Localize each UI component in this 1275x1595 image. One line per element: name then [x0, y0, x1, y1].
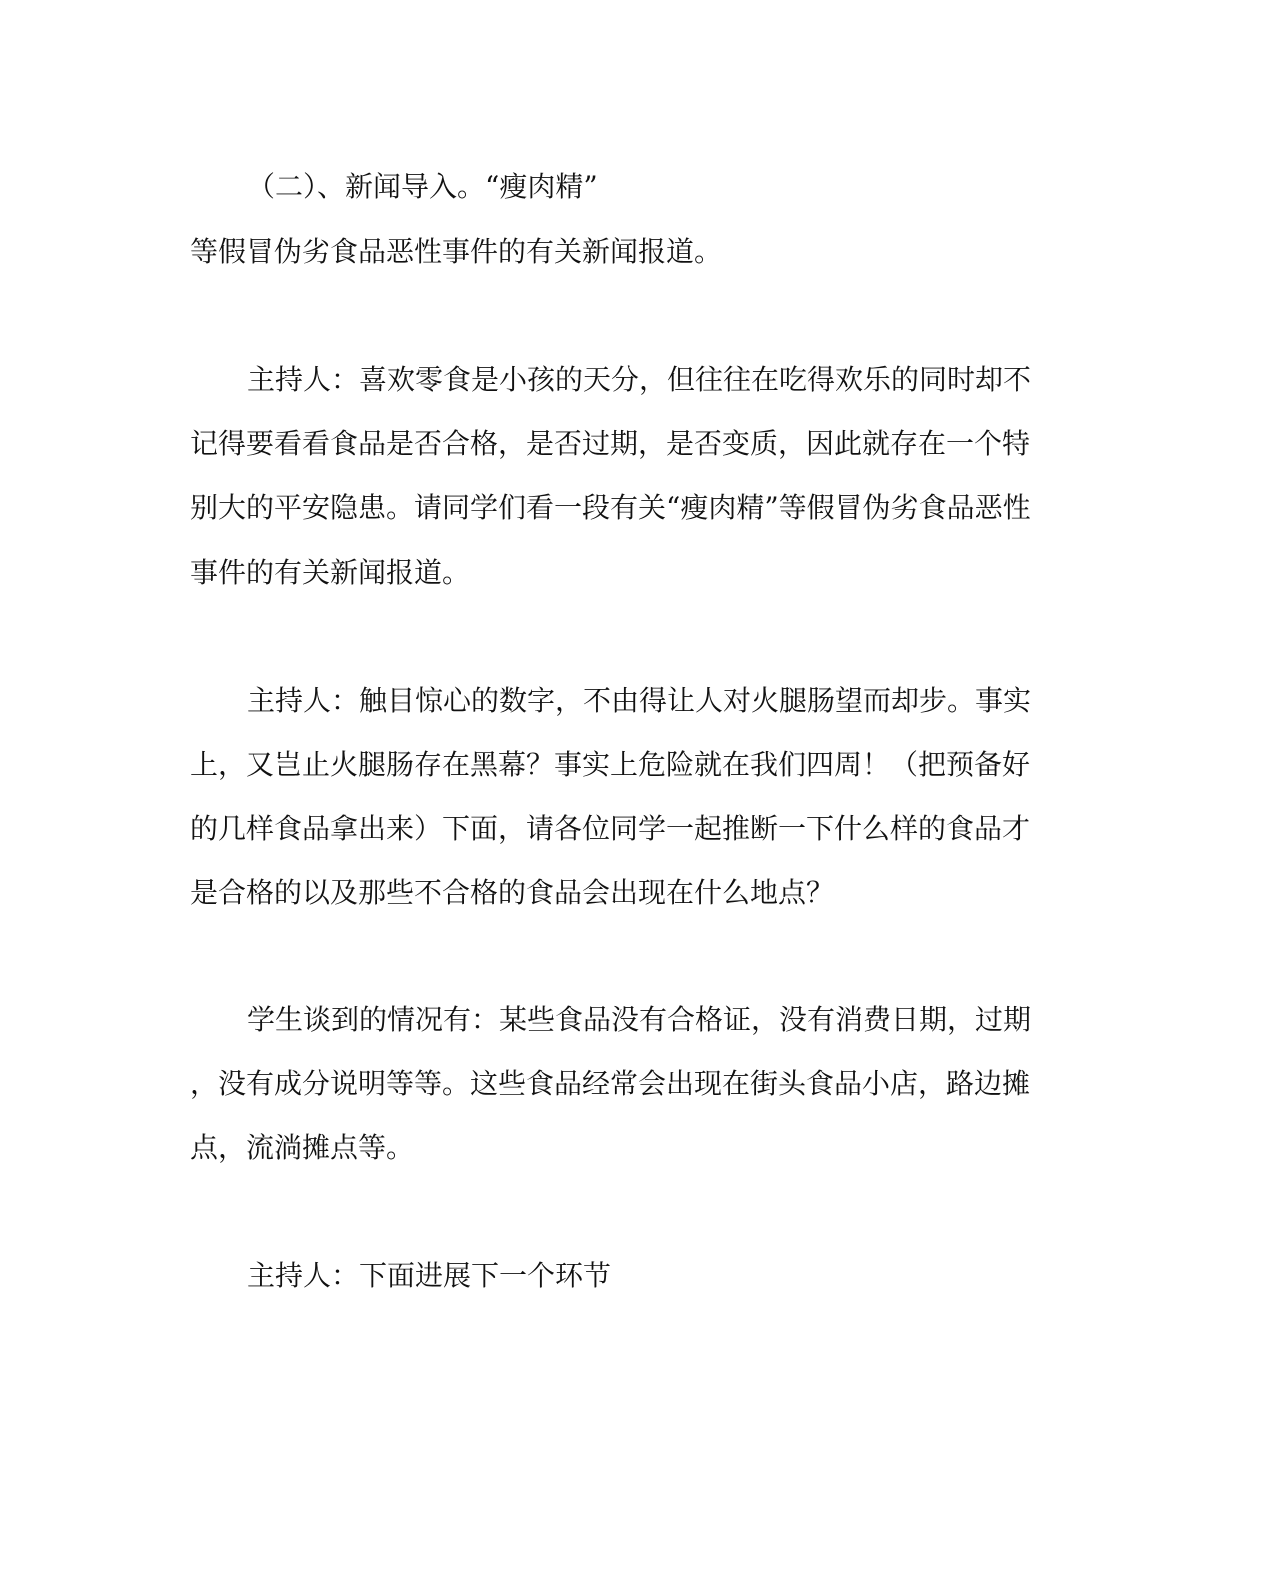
- text-line: 记得要看看食品是否合格，是否过期，是否变质，因此就存在一个特: [190, 427, 1031, 460]
- text-line: 主持人：喜欢零食是小孩的天分，但往往在吃得欢乐的同时却不: [247, 363, 1032, 396]
- text-line: 的几样食品拿出来）下面，请各位同学一起推断一下什么样的食品才: [190, 812, 1031, 845]
- text-line: 别大的平安隐患。请同学们看一段有关“瘦肉精”等假冒伪劣食品恶性: [190, 491, 1031, 524]
- text-line: 点，流淌摊点等。: [190, 1131, 415, 1164]
- section-heading-line: （二）、新闻导入。“瘦肉精”: [247, 170, 598, 203]
- text-line: 学生谈到的情况有：某些食品没有合格证，没有消费日期，过期: [247, 1003, 1032, 1036]
- text-line: 是合格的以及那些不合格的食品会出现在什么地点？: [190, 876, 835, 909]
- text-line: 上，又岂止火腿肠存在黑幕？事实上危险就在我们四周！（把预备好: [190, 748, 1031, 781]
- text-line: 事件的有关新闻报道。: [190, 556, 471, 589]
- text-line: 主持人：下面进展下一个环节: [247, 1259, 612, 1292]
- text-line: ，没有成分说明等等。这些食品经常会出现在街头食品小店，路边摊: [190, 1067, 1031, 1100]
- text-line: 主持人：触目惊心的数字，不由得让人对火腿肠望而却步。事实: [247, 684, 1032, 717]
- text-line: 等假冒伪劣食品恶性事件的有关新闻报道。: [190, 235, 723, 268]
